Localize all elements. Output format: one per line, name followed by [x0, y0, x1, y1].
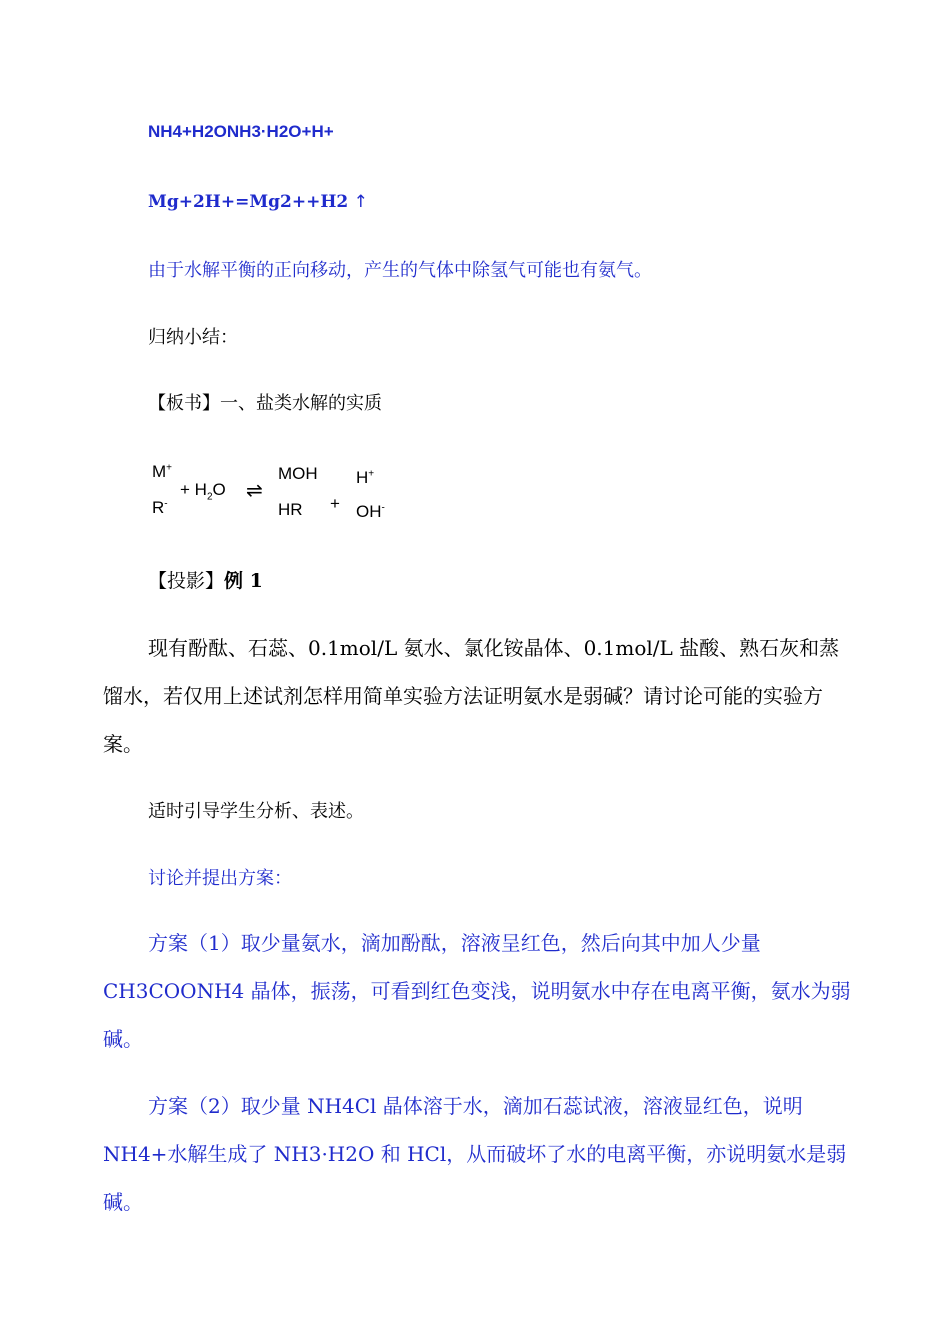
projection-heading [148, 569, 263, 593]
summary-heading: 归纳小结： [148, 327, 238, 348]
equilibrium-arrow-icon: ⇌ [246, 480, 263, 502]
plan-1-text: 方案（1）取少量氨水，滴加酚酞，溶液呈红色，然后向其中加人少量 CH3COONH4 晶体，振荡，可看到红色变浅，说明氨水中存在电离平衡，氨水为弱碱。 [103, 931, 851, 1051]
equation-line-2 [148, 190, 368, 214]
equation-nh4-hydrolysis: NH4+H2ONH3·H2O+H+ [148, 122, 334, 141]
eq-r-ion: R- [152, 498, 168, 517]
explanation-text: 由于水解平衡的正向移动，产生的气体中除氢气可能也有氨气。 [148, 260, 652, 281]
board-heading [148, 392, 382, 416]
board-title: 一、盐类水解的实质 [220, 393, 382, 414]
eq-h-ion: H+ [356, 468, 375, 487]
guide-text: 适时引导学生分析、表述。 [148, 801, 364, 822]
equation-mg-acid: Mg+2H+=Mg2++H2 [148, 192, 349, 212]
hydrolysis-equation-figure [150, 458, 410, 528]
board-tag: 【板书】 [148, 393, 220, 414]
eq-moh: MOH [278, 464, 318, 483]
equation-line-1 [148, 120, 334, 144]
eq-hr: HR [278, 500, 303, 519]
gas-arrow-icon: ↑ [353, 192, 368, 212]
projection-title: 例 1 [224, 570, 263, 592]
eq-water: + $H_2O$ [180, 480, 226, 503]
eq-m-ion: M+ [152, 462, 173, 481]
plan-2-text: 方案（2）取少量 NH4Cl 晶体溶于水，滴加石蕊试液，溶液显红色，说明 NH4+水解生成了 NH3·H2O 和 HCl，从而破坏了水的电离平衡，亦说明氨水是弱碱。 [103, 1094, 847, 1214]
discussion-heading: 讨论并提出方案： [148, 868, 292, 889]
projection-tag: 【投影】 [148, 570, 225, 592]
eq-oh-ion: OH- [356, 502, 385, 521]
eq-plus: + [330, 494, 340, 513]
example-question: 现有酚酞、石蕊、0.1mol/L 氨水、氯化铵晶体、0.1mol/L 盐酸、熟石灰和蒸馏水，若仅用上述试剂怎样用简单实验方法证明氨水是弱碱？请讨论可能的实验方案。 [103, 636, 840, 756]
